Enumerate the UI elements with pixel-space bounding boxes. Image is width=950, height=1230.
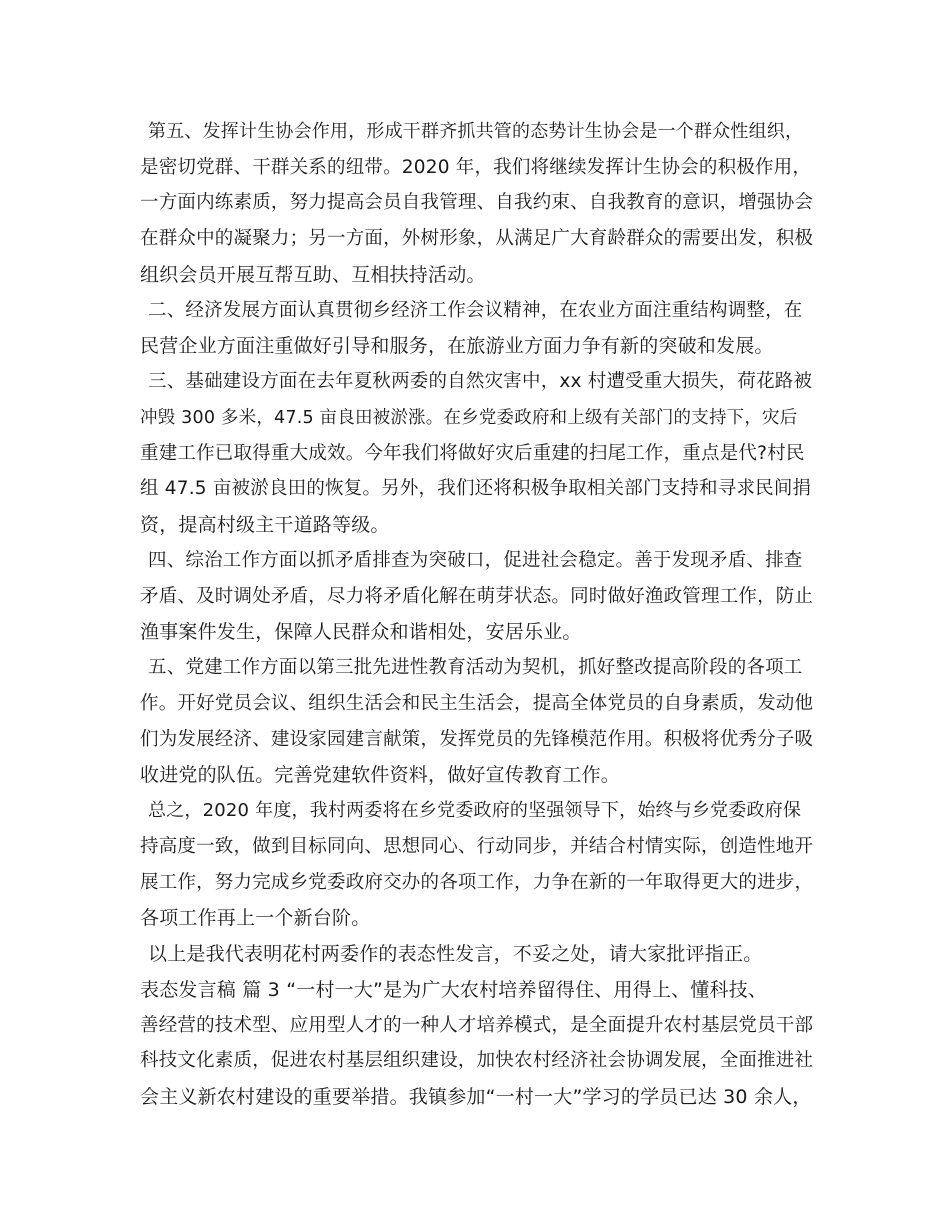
- text-line: 第五、发挥计生协会作用，形成干群齐抓共管的态势计生协会是一个群众性组织，: [148, 121, 804, 142]
- text-line: 持高度一致，做到目标同向、思想同心、行动同步，并结合村情实际，创造性地开: [140, 836, 814, 857]
- text-line: 五、党建工作方面以第三批先进性教育活动为契机，抓好整改提高阶段的各项工: [148, 657, 803, 678]
- section-heading-line: 表态发言稿 篇 3 “一村一大”是为广大农村培养留得住、用得上、懂科技、: [140, 979, 768, 1001]
- text-line: 四、综治工作方面以抓矛盾排查为突破口，促进社会稳定。善于发现矛盾、排查: [148, 550, 803, 571]
- text-line: 善经营的技术型、应用型人才的一种人才培养模式，是全面提升农村基层党员干部: [140, 1015, 814, 1036]
- text-line: 冲毁 300 多米，47.5 亩良田被淤涨。在乡党委政府和上级有关部门的支持下，灾后: [140, 408, 798, 428]
- text-line: 各项工作再上一个新台阶。: [140, 907, 371, 929]
- text-line: 会主义新农村建设的重要举措。我镇参加“一村一大”学习的学员已达 30 余人，: [140, 1086, 812, 1108]
- text-line: 渔事案件发生，保障人民群众和谐相处，安居乐业。: [140, 621, 582, 643]
- text-line: 资，提高村级主干道路等级。: [140, 514, 390, 536]
- text-line: 科技文化素质，促进农村基层组织建设，加快农村经济社会协调发展，全面推进社: [140, 1050, 814, 1071]
- text-line: 组织会员开展互帮互助、互相扶持活动。: [140, 264, 486, 286]
- text-line: 总之，2020 年度，我村两委将在乡党委政府的坚强领导下，始终与乡党委政府保: [148, 800, 802, 821]
- text-line: 在群众中的凝聚力；另一方面，外树形象，从满足广大育龄群众的需要出发，积极: [140, 228, 814, 249]
- text-line: 们为发展经济、建设家园建言献策，发挥党员的先锋模范作用。积极将优秀分子吸: [140, 729, 814, 750]
- text-line: 作。开好党员会议、组织生活会和民主生活会，提高全体党员的自身素质，发动他: [140, 693, 814, 714]
- text-line: 矛盾、及时调处矛盾，尽力将矛盾化解在萌芽状态。同时做好渔政管理工作，防止: [140, 586, 814, 607]
- text-line: 收进党的队伍。完善党建软件资料，做好宣传教育工作。: [140, 764, 621, 786]
- text-line: 以上是我代表明花村两委作的表态性发言，不妥之处，请大家批评指正。: [148, 943, 763, 965]
- text-line: 民营企业方面注重做好引导和服务，在旅游业方面力争有新的突破和发展。: [140, 335, 774, 357]
- text-line: 组 47.5 亩被淤良田的恢复。另外，我们还将积极争取相关部门支持和寻求民间捐: [140, 478, 812, 499]
- text-line: 展工作，努力完成乡党委政府交办的各项工作，力争在新的一年取得更大的进步，: [140, 872, 814, 893]
- text-line: 一方面内练素质，努力提高会员自我管理、自我约束、自我教育的意识，增强协会: [140, 192, 814, 213]
- text-line: 重建工作已取得重大成效。今年我们将做好灾后重建的扫尾工作，重点是代?村民: [140, 443, 805, 464]
- text-line: 二、经济发展方面认真贯彻乡经济工作会议精神，在农业方面注重结构调整，在: [148, 300, 803, 321]
- text-line: 三、基础建设方面在去年夏秋两委的自然灾害中，xx 村遭受重大损失，荷花路被: [148, 371, 813, 392]
- text-line: 是密切党群、干群关系的纽带。2020 年，我们将继续发挥计生协会的积极作用，: [140, 157, 812, 178]
